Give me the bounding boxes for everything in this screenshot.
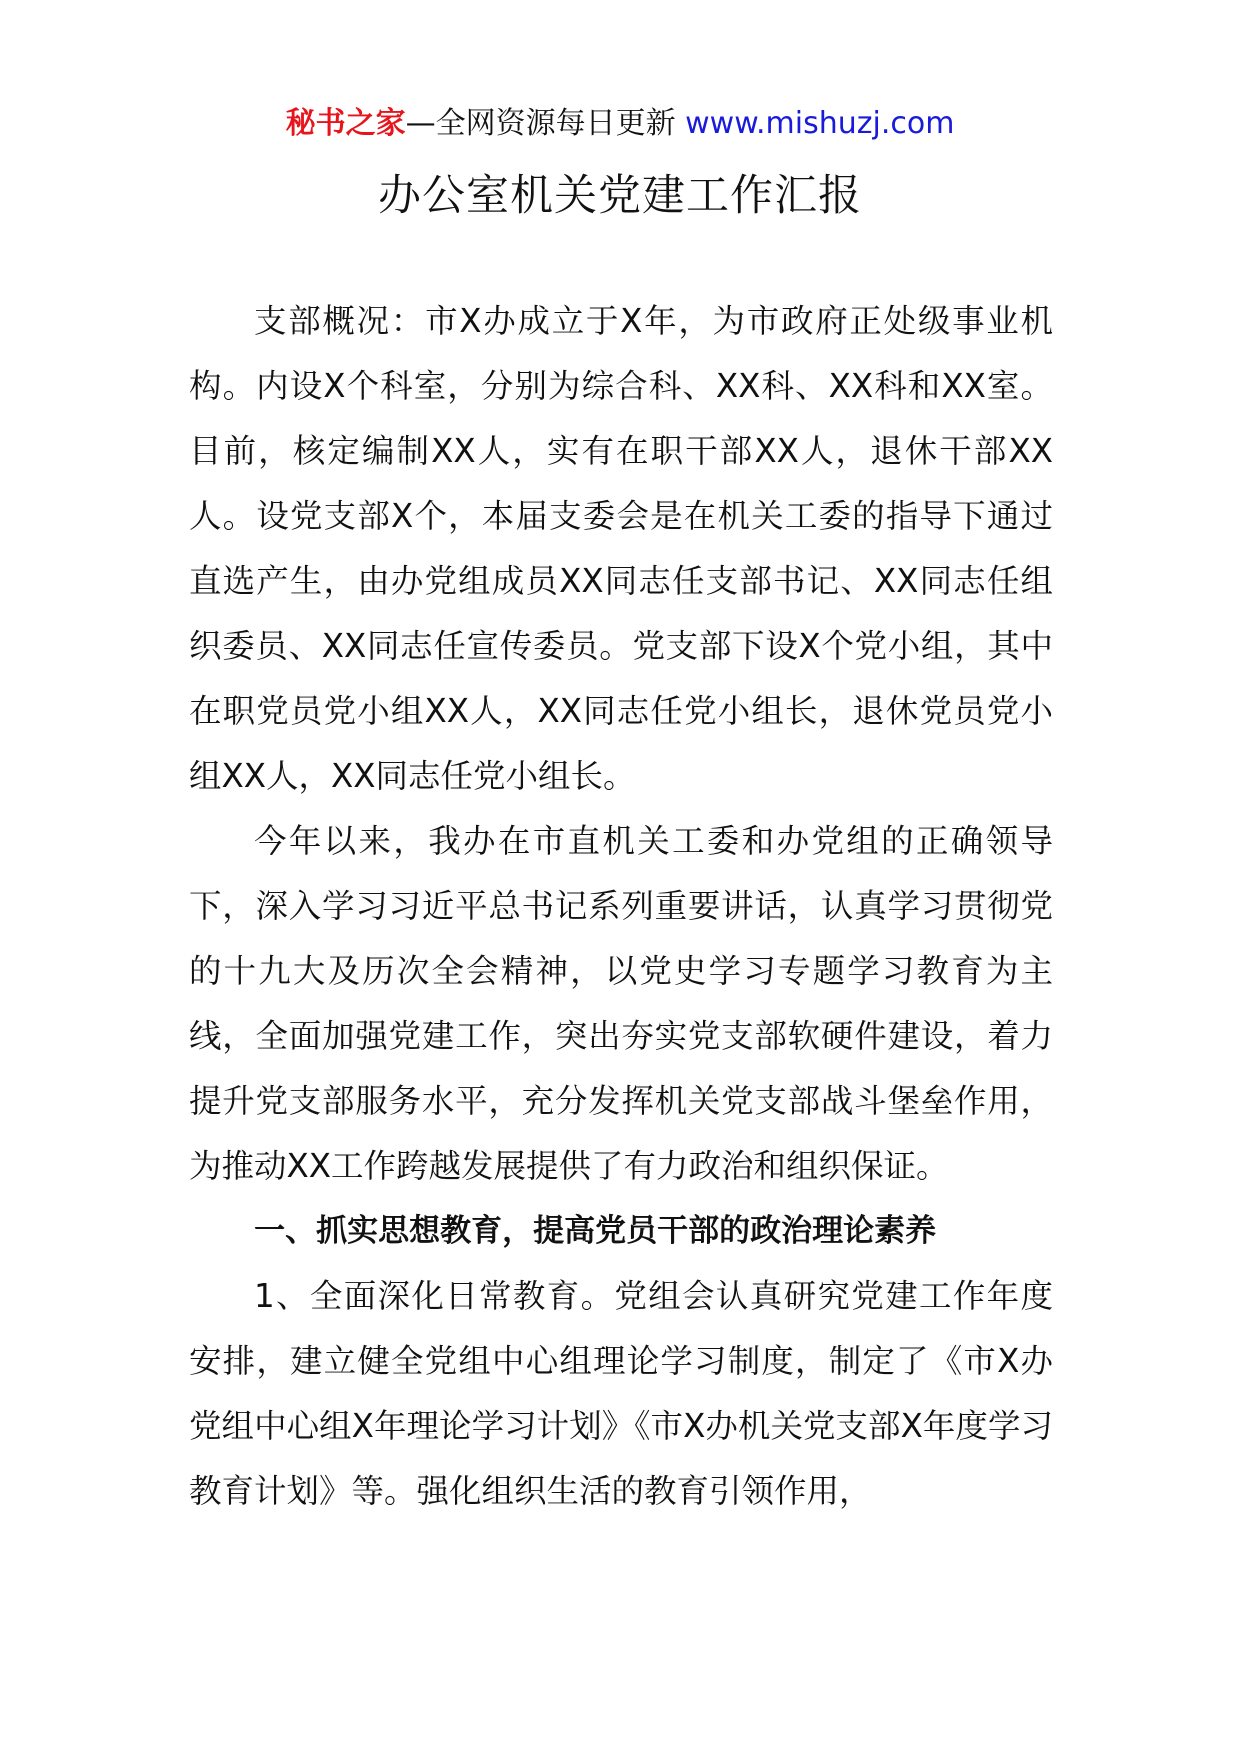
document-body (189, 289, 1053, 1524)
header-tagline: —全网资源每日更新 (405, 106, 686, 141)
site-url-link[interactable]: www.mishuzj.com (685, 106, 955, 141)
brand-name: 秘书之家 (285, 106, 406, 141)
site-header (0, 104, 1240, 144)
section-paragraph: 1、全面深化日常教育。党组会认真研究党建工作年度安排，建立健全党组中心组理论学习制度，制定了《市X办党组中心组X年理论学习计划》《市X办机关党支部X年度学习教育计划》等。强化组织生活的教育引领作用， (189, 1277, 1053, 1510)
section-heading: 一、抓实思想教育，提高党员干部的政治理论素养 (254, 1213, 937, 1249)
document-title: 办公室机关党建工作汇报 (378, 171, 862, 221)
paragraph-overview: 支部概况：市X办成立于X年，为市政府正处级事业机构。内设X个科室，分别为综合科、XX科、XX科和XX室。目前，核定编制XX人，实有在职干部XX人，退休干部XX人。设党支部X个，本届支委会是在机关工委的指导下通过直选产生，由办党组成员XX同志任支部书记、XX同志任组织委员、XX同志任宣传委员。党支部下设X个党小组，其中在职党员党小组XX人，XX同志任党小组长，退休党员党小组XX人，XX同志任党小组长。 (189, 302, 1053, 795)
paragraph-summary: 今年以来，我办在市直机关工委和办党组的正确领导下，深入学习习近平总书记系列重要讲话，认真学习贯彻党的十九大及历次全会精神，以党史学习专题学习教育为主线，全面加强党建工作，突出夯实党支部软硬件建设，着力提升党支部服务水平，充分发挥机关党支部战斗堡垒作用，为推动XX工作跨越发展提供了有力政治和组织保证。 (189, 822, 1053, 1185)
